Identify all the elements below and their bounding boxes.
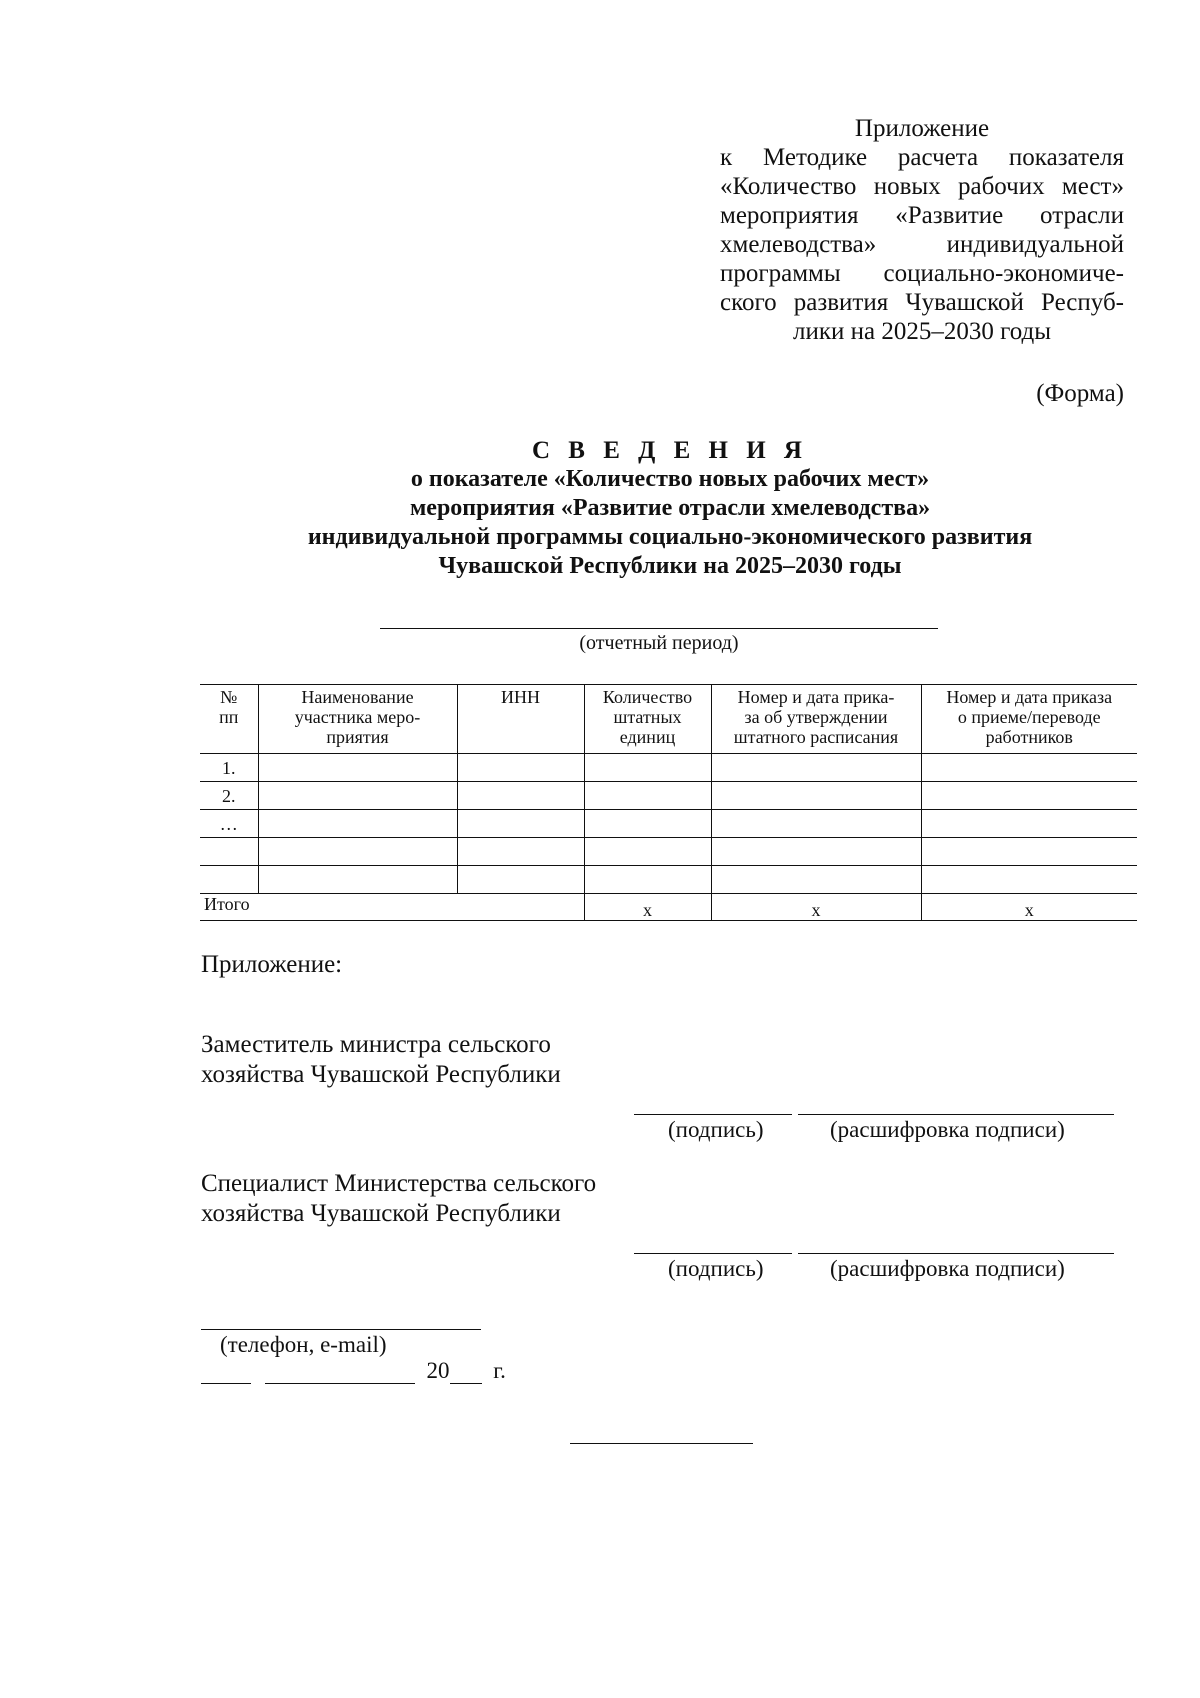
table-header-row: [200, 685, 1137, 754]
year-suffix: г.: [493, 1358, 506, 1383]
table-cell[interactable]: [584, 782, 711, 810]
title-line: мероприятия «Развитие отрасли хмелеводства»: [409, 495, 931, 521]
row-number: …: [200, 810, 258, 838]
decoding-caption: (расшифровка подписи): [830, 1256, 1065, 1281]
table-cell[interactable]: [921, 838, 1137, 866]
year-prefix: 20: [426, 1358, 450, 1383]
table-cell[interactable]: [711, 866, 921, 894]
header-cell-inn: [457, 685, 584, 754]
annex-line: программы социально-экономиче-: [720, 260, 1124, 287]
header-line: штатных: [613, 707, 682, 727]
decoding-blank-line[interactable]: [798, 1114, 1114, 1115]
table-cell[interactable]: [457, 754, 584, 782]
table-cell[interactable]: [711, 838, 921, 866]
row-number: 2.: [200, 782, 258, 810]
header-line: единиц: [619, 727, 676, 747]
row-number: [200, 866, 258, 894]
annex-line: хмелеводства» индивидуальной: [720, 231, 1124, 258]
table-cell[interactable]: [457, 838, 584, 866]
annex-line: мероприятия «Развитие отрасли: [720, 202, 1124, 229]
header-line: работников: [985, 727, 1073, 747]
header-line: Номер и дата прика-: [737, 687, 895, 707]
table-cell[interactable]: [711, 782, 921, 810]
end-divider: [570, 1443, 753, 1444]
signature-caption: (подпись): [668, 1117, 764, 1142]
title-line: о показателе «Количество новых рабочих мест»: [410, 466, 930, 492]
table-row: [200, 782, 1137, 810]
role-line: Специалист Министерства сельского: [201, 1170, 597, 1197]
day-blank[interactable]: [201, 1359, 251, 1384]
header-cell-staffing-order: [711, 685, 921, 754]
header-cell-staff-units: [584, 685, 711, 754]
signature-blank-line[interactable]: [634, 1114, 792, 1115]
table-cell[interactable]: [258, 866, 457, 894]
header-line: приятия: [326, 727, 389, 747]
table-cell[interactable]: [584, 754, 711, 782]
title-main: С В Е Д Е Н И Я: [532, 437, 808, 464]
table-cell[interactable]: [921, 866, 1137, 894]
table-total-row: [200, 894, 1137, 921]
table-row: [200, 866, 1137, 894]
title-line: индивидуальной программы социально-экономического развития: [307, 524, 1033, 550]
appendix-label: Приложение:: [201, 951, 343, 978]
month-blank[interactable]: [265, 1359, 415, 1384]
annex-line: лики на 2025–2030 годы: [792, 318, 1052, 345]
data-table: [200, 684, 1137, 921]
total-mark: x: [921, 894, 1137, 921]
header-line: Номер и дата приказа: [946, 687, 1113, 707]
header-line: о приеме/переводе: [957, 707, 1101, 727]
header-line: участника меро-: [294, 707, 421, 727]
table-cell[interactable]: [711, 754, 921, 782]
contact-blank-line[interactable]: [201, 1329, 481, 1330]
header-cell-hiring-order: [921, 685, 1137, 754]
header-cell-participant: [258, 685, 457, 754]
table-cell[interactable]: [258, 838, 457, 866]
header-line: пп: [219, 707, 239, 727]
role-line: Заместитель министра сельского: [201, 1031, 551, 1058]
table-cell[interactable]: [921, 782, 1137, 810]
header-line: Количество: [602, 687, 693, 707]
table-cell[interactable]: [258, 782, 457, 810]
signature-caption: (подпись): [668, 1256, 764, 1281]
total-mark: x: [711, 894, 921, 921]
contact-caption: (телефон, e-mail): [220, 1332, 387, 1357]
annex-line: ского развития Чувашской Респуб-: [720, 289, 1124, 316]
header-line: №: [220, 687, 238, 707]
role-line: хозяйства Чувашской Республики: [201, 1061, 561, 1088]
header-cell-number: [200, 685, 258, 754]
period-blank-line[interactable]: [380, 628, 938, 629]
table-row: [200, 838, 1137, 866]
header-line: Наименование: [301, 687, 414, 707]
table-row: [200, 754, 1137, 782]
period-caption: (отчетный период): [579, 632, 739, 654]
document-title: [160, 436, 1180, 581]
header-line: за об утверждении: [744, 707, 888, 727]
annex-title: Приложение: [854, 115, 990, 142]
row-number: [200, 838, 258, 866]
total-label: Итого: [200, 894, 584, 921]
table-cell[interactable]: [711, 810, 921, 838]
signatory-role: [201, 1169, 596, 1229]
table-cell[interactable]: [258, 810, 457, 838]
role-line: хозяйства Чувашской Республики: [201, 1200, 561, 1227]
table-cell[interactable]: [921, 810, 1137, 838]
date-line: [201, 1358, 506, 1384]
table-cell[interactable]: [584, 838, 711, 866]
header-line: ИНН: [501, 687, 540, 707]
signature-blank-line[interactable]: [634, 1253, 792, 1254]
table-cell[interactable]: [584, 866, 711, 894]
table-cell[interactable]: [457, 866, 584, 894]
table-cell[interactable]: [921, 754, 1137, 782]
annex-block: [720, 114, 1124, 346]
title-line: Чувашской Республики на 2025–2030 годы: [438, 553, 902, 579]
total-mark: x: [584, 894, 711, 921]
year-blank[interactable]: [450, 1359, 482, 1384]
decoding-caption: (расшифровка подписи): [830, 1117, 1065, 1142]
decoding-blank-line[interactable]: [798, 1253, 1114, 1254]
signatory-role: [201, 1030, 561, 1090]
table-row: [200, 810, 1137, 838]
table-cell[interactable]: [457, 810, 584, 838]
annex-line: «Количество новых рабочих мест»: [720, 173, 1124, 200]
row-number: 1.: [200, 754, 258, 782]
table-cell[interactable]: [457, 782, 584, 810]
header-line: штатного расписания: [733, 727, 899, 747]
table-cell[interactable]: [258, 754, 457, 782]
annex-line: к Методике расчета показателя: [720, 144, 1124, 171]
form-label: (Форма): [1036, 380, 1124, 407]
table-cell[interactable]: [584, 810, 711, 838]
